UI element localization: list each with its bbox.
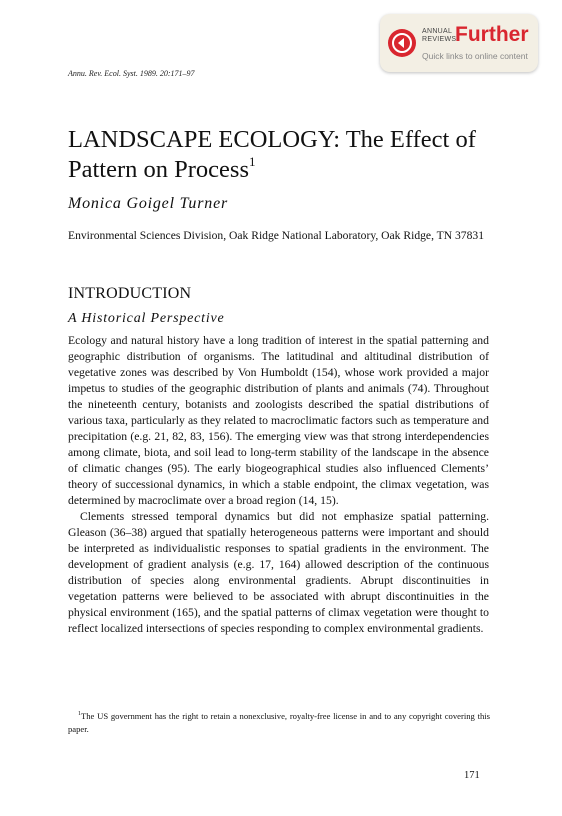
paragraph: Ecology and natural history have a long tradition of interest in the spatial patterning and geographic distribution of organisms. The latitudinal and altitudinal distribution of vegetative zones was described by Von Humboldt (154), whose work provided a major impetus to studies of the geographic distribution of plants and animals (74). Throughout the nineteenth century, botanists and zoologists described the spatial distributions of various taxa, particularly as they related to macroclimatic factors such as temperature and precipitation (e.g. 21, 82, 83, 156). The emerging view was that strong interdependencies among climate, biota, and soil lead to long-term stability of the landscape in the absence of climatic changes (95). The early biogeographical studies also influenced Clements’ theory of successional dynamics, in which a stable endpoint, the climax vegetation, was determined by macroclimate over a broad region (14, 15). xyxy=(68,334,489,507)
footnote xyxy=(68,708,490,736)
paper-title-text: LANDSCAPE ECOLOGY: The Effect of Pattern on Process xyxy=(68,126,476,183)
banner-annual-reviews-label: ANNUAL REVIEWS xyxy=(422,28,457,43)
annual-reviews-further-banner[interactable] xyxy=(380,14,538,72)
author-name: Monica Goigel Turner xyxy=(68,195,228,212)
page-number: 171 xyxy=(464,770,480,781)
paper-title xyxy=(68,125,508,185)
section-heading: INTRODUCTION xyxy=(68,285,192,302)
footnote-mark: 1 xyxy=(78,711,81,717)
banner-further-label: Further xyxy=(455,23,529,46)
body-text xyxy=(68,333,489,637)
journal-reference: Annu. Rev. Ecol. Syst. 1989. 20:171–97 xyxy=(68,69,195,78)
banner-subtitle: Quick links to online content xyxy=(422,51,528,61)
title-footnote-mark: 1 xyxy=(249,154,256,169)
paragraph: Clements stressed temporal dynamics but did not emphasize spatial patterning. Gleason (36–38) argued that spatially heterogeneous patterns were important and should be interpreted as individualistic responses to spatial gradients in the environment. The development of gradient analysis (e.g. 17, 164) allowed description of the continuous distribution of species along environmental gradients. Abrupt discontinuities in vegetation patterns were believed to be associated with abrupt discontinuities in the physical environment (165), and the spatial patterns of climax vegetation were thought to reflect localized intersections of species responding to complex environmental gradients. xyxy=(68,510,489,635)
footnote-text: The US government has the right to retain a nonexclusive, royalty-free license in and to any copyright covering this paper. xyxy=(68,710,490,734)
author-affiliation: Environmental Sciences Division, Oak Ridge National Laboratory, Oak Ridge, TN 37831 xyxy=(68,229,484,242)
arrow-circle-icon xyxy=(388,29,416,57)
subsection-heading: A Historical Perspective xyxy=(68,311,225,326)
